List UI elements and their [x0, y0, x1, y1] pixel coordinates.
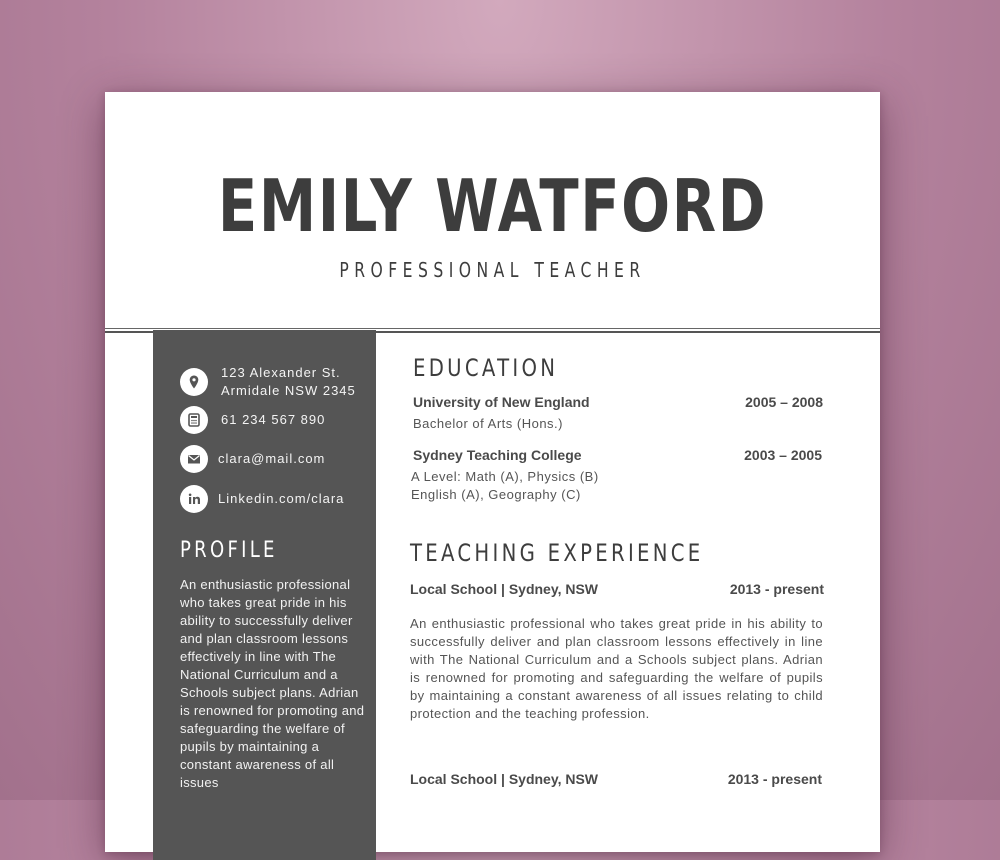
contact-phone — [180, 406, 325, 434]
linkedin-icon — [180, 485, 208, 513]
resume-job-title: PROFESSIONAL TEACHER — [339, 258, 646, 282]
experience-heading: TEACHING EXPERIENCE — [410, 539, 704, 567]
education-detail: Bachelor of Arts (Hons.) — [413, 416, 563, 431]
education-dates: 2005 – 2008 — [745, 394, 823, 410]
resume-name: EMILY WATFORD — [217, 164, 768, 248]
experience-dates: 2013 - present — [727, 771, 822, 787]
sidebar — [153, 330, 376, 860]
header-divider-thin — [105, 328, 880, 329]
profile-text: An enthusiastic professional who takes great pride in his ability to successfully deliver and plan classroom lessons effectively in line with The National Curriculum and a Schools subject plans. Adrian is renowned for promoting and safeguarding the welfare of pupils by maintaining a constant awareness of all issues — [180, 577, 365, 790]
contact-email-text[interactable]: clara@mail.com — [218, 451, 326, 466]
experience-role: Local School | Sydney, NSW — [410, 771, 599, 787]
education-dates: 2003 – 2005 — [744, 447, 822, 463]
profile-heading: PROFILE — [180, 538, 278, 563]
location-pin-icon — [180, 368, 208, 396]
education-heading: EDUCATION — [413, 354, 559, 382]
education-institution: Sydney Teaching College — [413, 447, 582, 463]
contact-linkedin-text[interactable]: Linkedin.com/clara — [218, 491, 345, 506]
experience-role: Local School | Sydney, NSW — [410, 581, 599, 597]
education-detail: A Level: Math (A), Physics (B) English (A), Geography (C) — [411, 469, 599, 502]
experience-dates: 2013 - present — [729, 581, 824, 597]
mail-icon — [180, 445, 208, 473]
contact-email — [180, 445, 325, 473]
contact-address — [180, 364, 356, 400]
contact-address-text: 123 Alexander St. Armidale NSW 2345 — [221, 365, 356, 398]
education-institution: University of New England — [413, 394, 590, 410]
contact-linkedin — [180, 485, 344, 513]
phone-icon — [180, 406, 208, 434]
contact-phone-text: 61 234 567 890 — [221, 412, 326, 427]
experience-description: An enthusiastic professional who takes great pride in his ability to successfully deliver and plan classroom lessons effectively in line with The National Curriculum and a Schools subject plans. Adrian is renowned for promoting and safeguarding the welfare of pupils by maintaining a constant awareness of all issues relating to child protection and the teaching profession. — [410, 616, 823, 721]
resume-page — [105, 92, 880, 852]
